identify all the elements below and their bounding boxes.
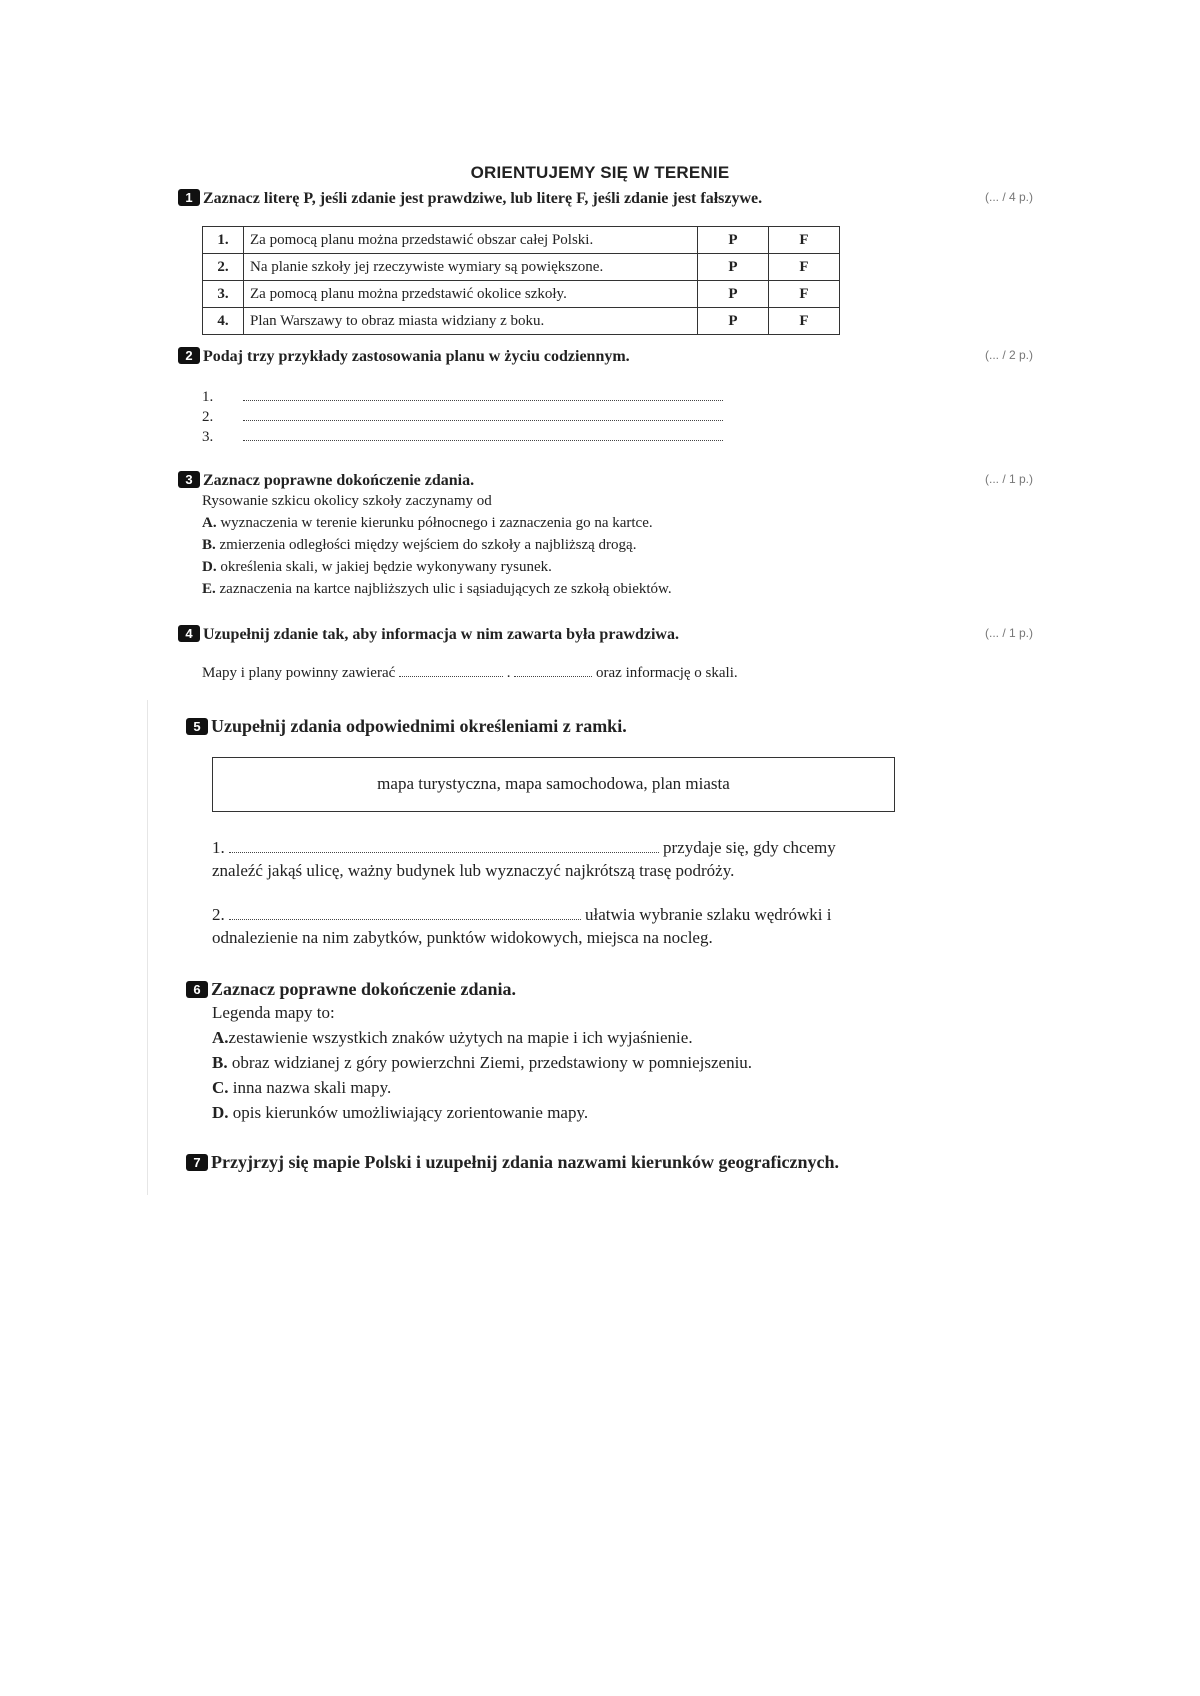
- q6-instruction: Zaznacz poprawne dokończenie zdania.: [211, 979, 517, 999]
- q6-option-b[interactable]: B. obraz widzianej z góry powierzchni Ziemi, przedstawiony w pomniejszeniu.: [212, 1053, 753, 1072]
- option-f[interactable]: F: [769, 281, 840, 308]
- q5-blank-2[interactable]: [229, 907, 581, 920]
- option-f[interactable]: F: [769, 308, 840, 335]
- q1-points: (... / 4 p.): [985, 190, 1034, 204]
- answer-number: 3.: [202, 429, 214, 445]
- option-p[interactable]: P: [698, 281, 769, 308]
- answer-number: 2.: [202, 409, 214, 425]
- q5-sentence-1-cont: znaleźć jakąś ulicę, ważny budynek lub wyznaczyć najkrótszą trasę podróży.: [212, 861, 735, 880]
- q5-instruction: Uzupełnij zdania odpowiednimi określeniami z ramki.: [211, 716, 627, 736]
- q3-number-badge: 3: [178, 471, 200, 488]
- q2-instruction: Podaj trzy przykłady zastosowania planu w życiu codziennym.: [203, 348, 630, 365]
- answer-blank[interactable]: [243, 408, 723, 421]
- option-p[interactable]: P: [698, 308, 769, 335]
- row-statement: Plan Warszawy to obraz miasta widziany z boku.: [244, 308, 698, 335]
- row-number: 1.: [203, 227, 244, 254]
- q7-header: [186, 1152, 839, 1173]
- q5-sentence-2-cont: odnalezienie na nim zabytków, punktów widokowych, miejsca na nocleg.: [212, 928, 713, 947]
- q2-answer-line-1[interactable]: [202, 388, 723, 406]
- q2-header: [178, 347, 630, 366]
- q6-stem: Legenda mapy to:: [212, 1003, 335, 1022]
- q6-option-a[interactable]: A.zestawienie wszystkich znaków użytych na mapie i ich wyjaśnienie.: [212, 1028, 693, 1047]
- option-p[interactable]: P: [698, 254, 769, 281]
- row-number: 4.: [203, 308, 244, 335]
- answer-number: 1.: [202, 389, 214, 405]
- q6-option-d[interactable]: D. opis kierunków umożliwiający zorientowanie mapy.: [212, 1103, 589, 1122]
- q5-number-badge: 5: [186, 718, 208, 735]
- q7-instruction: Przyjrzyj się mapie Polski i uzupełnij zdania nazwami kierunków geograficznych.: [211, 1152, 839, 1172]
- q3-instruction: Zaznacz poprawne dokończenie zdania.: [203, 472, 475, 489]
- q5-blank-1[interactable]: [229, 840, 659, 853]
- option-f[interactable]: F: [769, 254, 840, 281]
- row-statement: Za pomocą planu można przedstawić obszar całej Polski.: [244, 227, 698, 254]
- q4-points: (... / 1 p.): [985, 626, 1034, 640]
- q2-points: (... / 2 p.): [985, 348, 1034, 362]
- row-number: 2.: [203, 254, 244, 281]
- q1-instruction: Zaznacz literę P, jeśli zdanie jest prawdziwe, lub literę F, jeśli zdanie jest fałszywe.: [203, 190, 763, 207]
- q3-header: [178, 471, 474, 490]
- page-title: ORIENTUJEMY SIĘ W TERENIE: [470, 163, 730, 182]
- margin-rule: [147, 700, 148, 1195]
- q3-stem: Rysowanie szkicu okolicy szkoły zaczynamy od: [202, 493, 492, 509]
- q6-number-badge: 6: [186, 981, 208, 998]
- q7-number-badge: 7: [186, 1154, 208, 1171]
- q4-blank-2[interactable]: [514, 664, 592, 677]
- q6-header: [186, 979, 516, 1000]
- q2-number-badge: 2: [178, 347, 200, 364]
- q3-option-d[interactable]: D. określenia skali, w jakiej będzie wykonywany rysunek.: [202, 559, 552, 575]
- q4-sentence: Mapy i plany powinny zawierać . oraz informację o skali.: [202, 665, 738, 681]
- q3-option-b[interactable]: B. zmierzenia odległości między wejściem do szkoły a najbliższą drogą.: [202, 537, 637, 553]
- answer-blank[interactable]: [243, 428, 723, 441]
- q3-points: (... / 1 p.): [985, 472, 1034, 486]
- q2-answer-line-2[interactable]: [202, 408, 723, 426]
- q1-header: [178, 189, 762, 208]
- q4-blank-1[interactable]: [399, 664, 503, 677]
- q4-instruction: Uzupełnij zdanie tak, aby informacja w nim zawarta była prawdziwa.: [203, 626, 679, 643]
- q3-option-e[interactable]: E. zaznaczenia na kartce najbliższych ulic i sąsiadujących ze szkołą obiektów.: [202, 581, 672, 597]
- q2-answer-line-3[interactable]: [202, 428, 723, 446]
- q6-option-c[interactable]: C. inna nazwa skali mapy.: [212, 1078, 392, 1097]
- word-box: mapa turystyczna, mapa samochodowa, plan miasta: [212, 757, 895, 812]
- table-row: [203, 308, 840, 335]
- table-row: [203, 227, 840, 254]
- true-false-table: [202, 226, 840, 335]
- option-f[interactable]: F: [769, 227, 840, 254]
- option-p[interactable]: P: [698, 227, 769, 254]
- row-statement: Za pomocą planu można przedstawić okolice szkoły.: [244, 281, 698, 308]
- q5-sentence-1: 1. przydaje się, gdy chcemy: [212, 838, 836, 857]
- q5-header: [186, 716, 627, 737]
- row-statement: Na planie szkoły jej rzeczywiste wymiary są powiększone.: [244, 254, 698, 281]
- row-number: 3.: [203, 281, 244, 308]
- q1-number-badge: 1: [178, 189, 200, 206]
- table-row: [203, 281, 840, 308]
- answer-blank[interactable]: [243, 388, 723, 401]
- table-row: [203, 254, 840, 281]
- q3-option-a[interactable]: A. wyznaczenia w terenie kierunku północnego i zaznaczenia go na kartce.: [202, 515, 653, 531]
- q5-sentence-2: 2. ułatwia wybranie szlaku wędrówki i: [212, 905, 832, 924]
- q4-header: [178, 625, 679, 644]
- q4-number-badge: 4: [178, 625, 200, 642]
